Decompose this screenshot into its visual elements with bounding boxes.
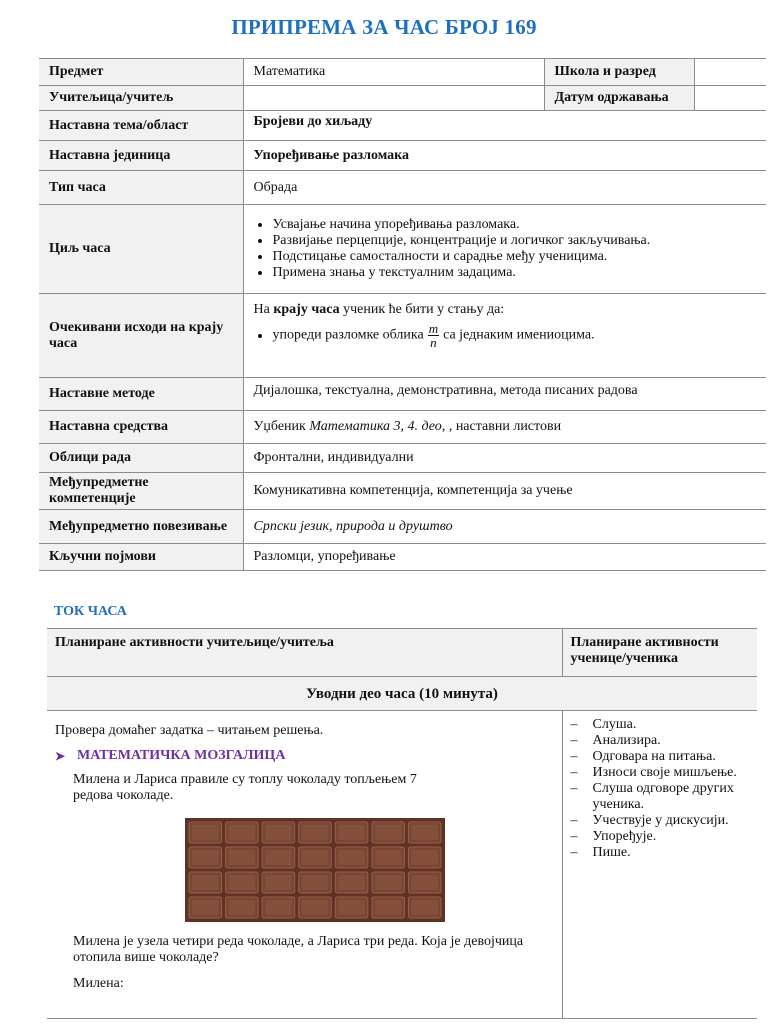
teacher-activities-header: Планиране активности учитељице/учитеља — [47, 629, 562, 677]
goal-item: • Усвајање начина упоређивања разломака. — [272, 217, 757, 233]
student-activity-item: – Пише. — [571, 845, 750, 861]
competences-value: Комуникативна компетенција, компетенција за учење — [243, 473, 766, 510]
outcomes-list — [254, 322, 757, 349]
outcome-item — [272, 322, 757, 349]
school-value — [694, 59, 766, 86]
chocolate-piece-highlight — [411, 875, 438, 890]
fraction-denominator: n — [430, 335, 437, 350]
lesson-flow-heading: ТОК ЧАСА — [54, 604, 127, 619]
chocolate-piece-highlight — [229, 850, 256, 865]
correlation-value: Српски језик, природа и друштво — [243, 510, 766, 544]
teacher-label: Учитељица/учитељ — [39, 86, 243, 111]
student-activity-item: – Слуша. — [571, 717, 750, 733]
keywords-value: Разломци, упоређивање — [243, 544, 766, 571]
chocolate-piece-highlight — [302, 850, 329, 865]
subject-value: Математика — [243, 59, 544, 86]
materials-textbook-title: Математика 3, 4. део — [309, 419, 442, 434]
correlation-label: Међупредметно повезивање — [39, 510, 243, 544]
goal-item: • Развијање перцепције, концентрације и логичког закључивања. — [272, 233, 757, 249]
chocolate-piece-highlight — [375, 850, 402, 865]
student-activities-list — [571, 717, 750, 861]
homework-check: Провера домаћег задатка – читањем решења. — [55, 723, 324, 738]
forms-value: Фронтални, индивидуални — [243, 444, 766, 473]
chocolate-piece-highlight — [192, 825, 219, 840]
date-value — [694, 86, 766, 111]
lesson-info-table — [39, 58, 766, 571]
unit-label: Наставна јединица — [39, 141, 243, 171]
student-activity-item: – Износи своје мишљење. — [571, 765, 750, 781]
date-label: Датум одржавања — [544, 86, 694, 111]
goal-item: • Примена знања у текстуалним задацима. — [272, 265, 757, 281]
outcome-text-pre: упореди разломке облика — [272, 327, 424, 343]
goal-item: • Подстицање самосталности и сарадње међу ученицима. — [272, 249, 757, 265]
student-activities-cell — [562, 711, 757, 1019]
student-activity-item: – Упоређује. — [571, 829, 750, 845]
type-value: Обрада — [243, 171, 766, 205]
lesson-flow-table — [47, 628, 757, 1019]
fraction-m-over-n — [428, 322, 439, 349]
page-title: ПРИПРЕМА ЗА ЧАС БРОЈ 169 — [231, 15, 537, 39]
materials-post: , , наставни листови — [441, 419, 562, 434]
chocolate-piece-highlight — [265, 900, 292, 915]
unit-value: Упоређивање разломака — [243, 141, 766, 171]
subject-label: Предмет — [39, 59, 243, 86]
chocolate-piece-highlight — [375, 825, 402, 840]
outcome-text-post: са једнаким имениоцима. — [443, 327, 595, 343]
competences-label: Међупредметне компетенције — [39, 473, 243, 510]
topic-label: Наставна тема/област — [39, 111, 243, 141]
goal-label: Циљ часа — [39, 205, 243, 294]
chocolate-piece-highlight — [338, 825, 365, 840]
chocolate-piece-highlight — [265, 825, 292, 840]
outcomes-intro-post: ученик ће бити у стању да: — [339, 302, 505, 317]
outcomes-label: Очекивани исходи на крају часа — [39, 294, 243, 378]
student-activity-item: – Одговара на питања. — [571, 749, 750, 765]
question-text: Милена је узела четири реда чоколаде, а Лариса три реда. Која је девојчица отопила више чоколаде? — [73, 934, 524, 965]
chocolate-piece-highlight — [265, 850, 292, 865]
brain-teaser-heading — [55, 748, 554, 764]
chocolate-piece-highlight — [302, 900, 329, 915]
outcomes-intro-bold: крају часа — [273, 302, 340, 317]
fraction-numerator: m — [428, 321, 439, 336]
forms-label: Облици рада — [39, 444, 243, 473]
student-activity-item: – Учествује у дискусији. — [571, 813, 750, 829]
chocolate-piece-highlight — [229, 875, 256, 890]
chocolate-piece-highlight — [302, 875, 329, 890]
topic-value: Бројеви до хиљаду — [243, 111, 766, 141]
chocolate-piece-highlight — [411, 825, 438, 840]
chocolate-piece-highlight — [192, 875, 219, 890]
keywords-label: Кључни појмови — [39, 544, 243, 571]
chocolate-piece-highlight — [265, 875, 292, 890]
teacher-activities-cell — [47, 711, 562, 1019]
chocolate-piece-highlight — [375, 875, 402, 890]
arrowhead-bullet-icon: ➤ — [55, 749, 66, 763]
chocolate-bar-image — [185, 818, 445, 922]
story-text: Милена и Лариса правиле су топлу чоколаду топљењем 7 редова чоколаде. — [73, 772, 417, 803]
outcomes-cell — [243, 294, 766, 378]
methods-value: Дијалошка, текстуална, демонстративна, метода писаних радова — [243, 378, 766, 411]
chocolate-piece-highlight — [192, 850, 219, 865]
goals-cell — [243, 205, 766, 294]
materials-value — [243, 411, 766, 444]
materials-label: Наставна средства — [39, 411, 243, 444]
chocolate-piece-highlight — [229, 825, 256, 840]
outcomes-intro-pre: На — [253, 302, 274, 317]
methods-label: Наставне методе — [39, 378, 243, 411]
teacher-value — [243, 86, 544, 111]
chocolate-piece-highlight — [229, 900, 256, 915]
chocolate-piece-highlight — [338, 875, 365, 890]
outcomes-intro — [254, 302, 757, 318]
chocolate-piece-highlight — [192, 900, 219, 915]
student-activities-header: Планиране активности ученице/ученика — [562, 629, 757, 677]
chocolate-piece-highlight — [411, 850, 438, 865]
chocolate-piece-highlight — [302, 825, 329, 840]
chocolate-piece-highlight — [411, 900, 438, 915]
school-label: Школа и разред — [544, 59, 694, 86]
student-activity-item: – Анализира. — [571, 733, 750, 749]
brain-teaser-title: МАТЕМАТИЧКА МОЗГАЛИЦА — [77, 748, 286, 763]
type-label: Тип часа — [39, 171, 243, 205]
goals-list — [254, 217, 757, 281]
chocolate-piece-highlight — [338, 900, 365, 915]
intro-part-heading: Уводни део часа (10 минута) — [47, 677, 757, 711]
student-activity-item: – Слуша одговоре других ученика. — [571, 781, 750, 813]
chocolate-piece-highlight — [375, 900, 402, 915]
chocolate-piece-highlight — [338, 850, 365, 865]
answer-label: Милена: — [73, 976, 124, 991]
materials-pre: Уџбеник — [253, 419, 310, 434]
